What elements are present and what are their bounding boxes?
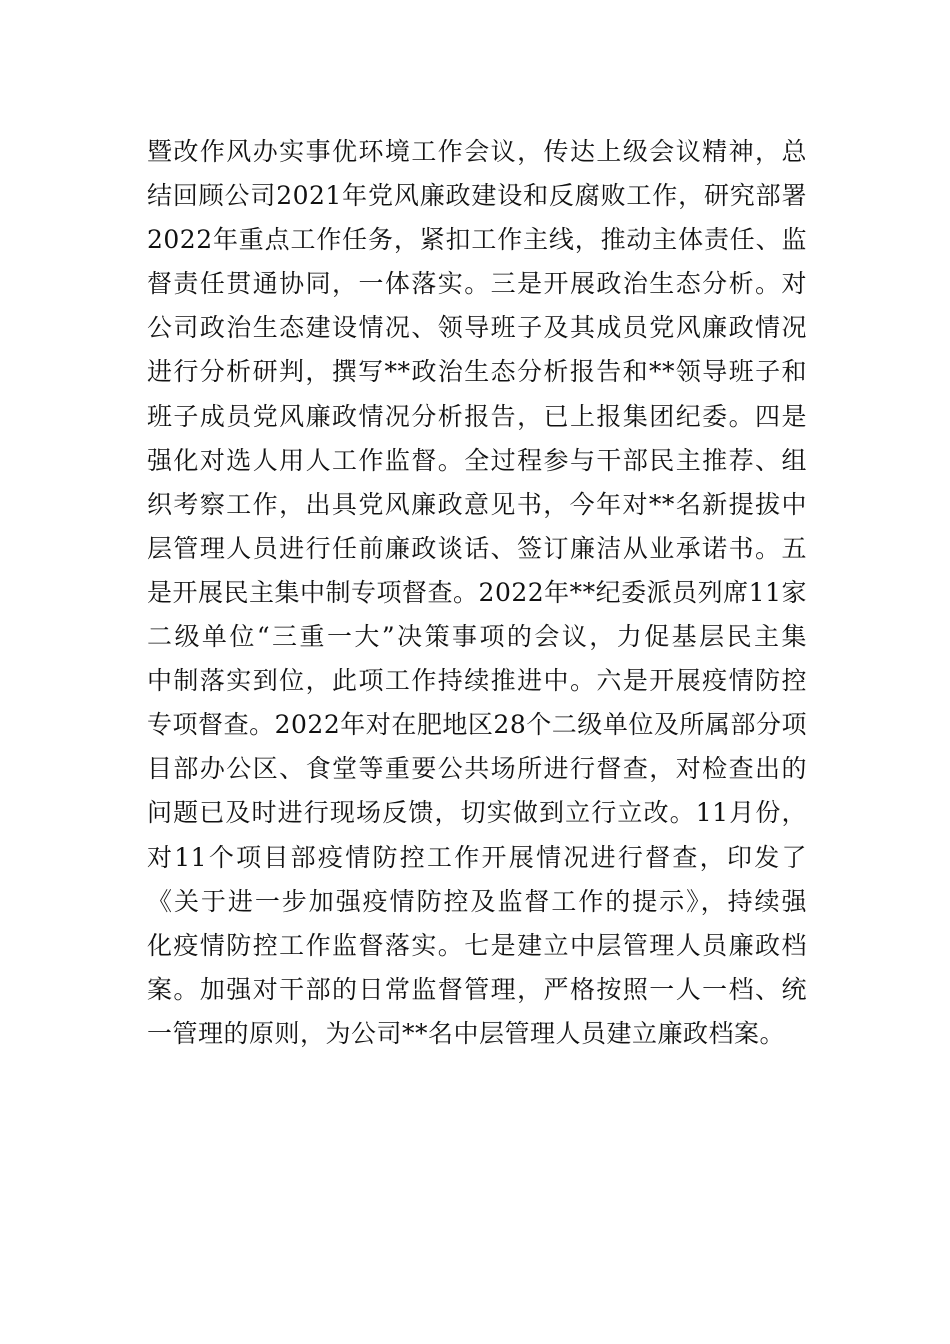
text-line: 案。加强对干部的日常监督管理，严格按照一人一档、统 (147, 974, 807, 1004)
text-line: 结回顾公司2021年党风廉政建设和反腐败工作，研究部署 (147, 181, 807, 211)
text-line: 督责任贯通协同，一体落实。三是开展政治生态分析。对 (147, 269, 807, 299)
text-line: 班子成员党风廉政情况分析报告，已上报集团纪委。四是 (147, 401, 807, 431)
text-line: 《关于进一步加强疫情防控及监督工作的提示》，持续强 (147, 886, 807, 916)
text-line: 进行分析研判，撰写**政治生态分析报告和**领导班子和 (147, 357, 807, 387)
text-line: 是开展民主集中制专项督查。2022年**纪委派员列席11家 (147, 577, 807, 607)
text-line: 问题已及时进行现场反馈，切实做到立行立改。11月份， (147, 798, 807, 828)
text-line: 一管理的原则，为公司**名中层管理人员建立廉政档案。 (147, 1018, 786, 1048)
text-line: 二级单位“三重一大”决策事项的会议，力促基层民主集 (147, 622, 807, 652)
text-line: 层管理人员进行任前廉政谈话、签订廉洁从业承诺书。五 (147, 533, 807, 563)
text-line: 2022年重点工作任务，紧扣工作主线，推动主体责任、监 (147, 225, 807, 255)
text-line: 专项督查。2022年对在肥地区28个二级单位及所属部分项 (147, 710, 807, 740)
text-line: 暨改作风办实事优环境工作会议，传达上级会议精神，总 (147, 137, 807, 166)
text-line: 强化对选人用人工作监督。全过程参与干部民主推荐、组 (147, 445, 807, 475)
text-line: 公司政治生态建设情况、领导班子及其成员党风廉政情况 (147, 313, 807, 343)
text-line: 对11个项目部疫情防控工作开展情况进行督查，印发了 (147, 842, 807, 872)
body-paragraph (147, 130, 807, 1056)
text-line: 织考察工作，出具党风廉政意见书，今年对**名新提拔中 (147, 489, 807, 519)
text-line: 中制落实到位，此项工作持续推进中。六是开展疫情防控 (147, 666, 807, 696)
text-line: 目部办公区、食堂等重要公共场所进行督查，对检查出的 (147, 754, 807, 784)
text-line: 化疫情防控工作监督落实。七是建立中层管理人员廉政档 (147, 930, 807, 960)
